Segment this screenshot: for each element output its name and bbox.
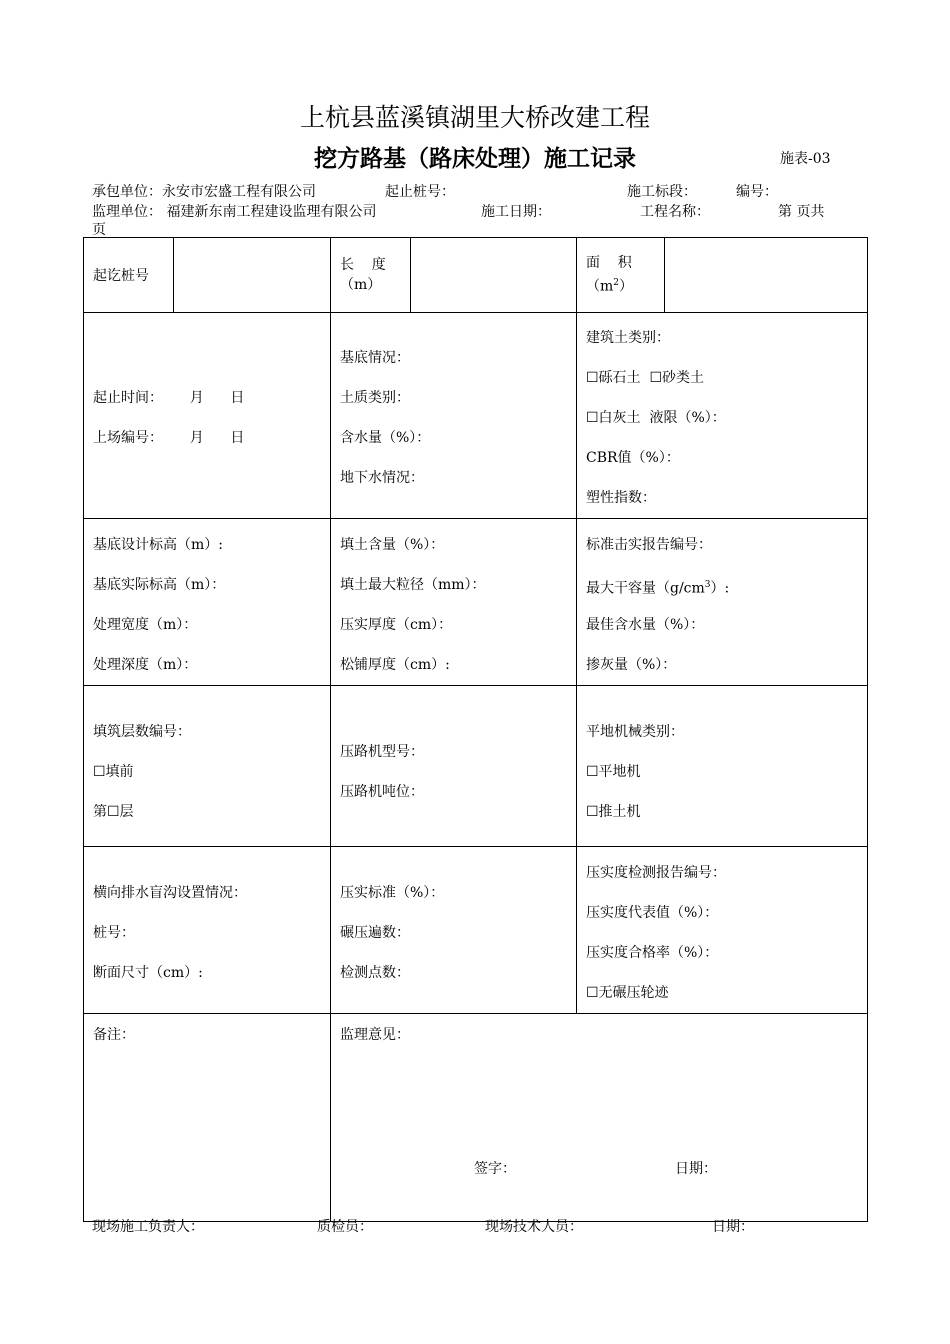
inspector-field: 质检员：: [317, 1219, 373, 1235]
record-table: [83, 237, 868, 1222]
layer-number-label: 填筑层数编号：: [93, 724, 191, 740]
project-name-field: 工程名称：: [640, 204, 710, 220]
base-condition: 基底情况：: [340, 350, 410, 366]
opinion-cell[interactable]: [331, 1014, 868, 1222]
drainage-cell: [84, 847, 331, 1014]
table-row: [84, 847, 868, 1014]
compaction-test-cell: [577, 519, 868, 686]
compaction-report-cell: [577, 847, 868, 1014]
compaction-pass-rate: 压实度合格率（%）：: [586, 945, 719, 961]
compaction-representative: 压实度代表值（%）：: [586, 905, 719, 921]
station-value-cell: [174, 238, 331, 313]
soil-class-label: 建筑土类别：: [586, 330, 670, 346]
treatment-depth: 处理深度（m）：: [93, 657, 198, 673]
section-size: 断面尺寸（cm）:: [93, 965, 203, 981]
fill-content: 填土含量（%）：: [340, 537, 445, 553]
area-label-cell: [577, 238, 665, 313]
max-dry-density-close: ）:: [710, 580, 730, 597]
form-number: 施表-03: [780, 151, 831, 167]
supervisor-field: 监理单位： 福建新东南工程建设监理有限公司: [92, 204, 377, 220]
date-field: 施工日期：: [481, 204, 551, 220]
fill-cell: [331, 519, 577, 686]
max-particle-size: 填土最大粒径（mm）：: [340, 577, 486, 593]
cbr-value: CBR值（%）：: [586, 450, 680, 466]
table-row: [84, 686, 868, 847]
drainage-label: 横向排水盲沟设置情况：: [93, 885, 247, 901]
compaction-standard: 压实标准（%）：: [340, 885, 445, 901]
compacted-thickness: 压实厚度（cm）：: [340, 617, 453, 633]
area-unit-text: （m: [586, 278, 614, 295]
lime-liquid-limit[interactable]: ☐白灰土 液限（%）：: [586, 410, 726, 426]
remarks-cell[interactable]: [84, 1014, 331, 1222]
gravel-sand-options[interactable]: ☐砾石土 ☐砂类土: [586, 370, 705, 386]
roller-tonnage: 压路机吨位：: [340, 784, 424, 800]
station-range-field: 起止桩号：: [385, 184, 455, 200]
area-unit-close: ）: [619, 278, 634, 295]
signature-label: 签字：: [474, 1161, 516, 1177]
max-dry-density-text: 最大干容量（g/cm: [586, 580, 705, 597]
length-value-cell: [411, 238, 577, 313]
length-label-cell: [331, 238, 411, 313]
groundwater: 地下水情况：: [340, 470, 424, 486]
table-row: [84, 1014, 868, 1222]
standard-compaction-report: 标准击实报告编号：: [586, 537, 712, 553]
drainage-station: 桩号：: [93, 925, 135, 941]
optimum-moisture: 最佳含水量（%）：: [586, 617, 705, 633]
start-end-time: 起止时间： 月 日: [93, 390, 245, 406]
leveling-cell: [577, 686, 868, 847]
layer-cell: [84, 686, 331, 847]
roller-model: 压路机型号：: [340, 744, 424, 760]
area-unit-sup: 2: [613, 278, 620, 289]
page-tail: 页: [92, 222, 106, 238]
site-leader-field: 现场施工负责人：: [92, 1219, 204, 1235]
area-value-cell: [665, 238, 868, 313]
time-cell: [84, 313, 331, 519]
test-points: 检测点数：: [340, 965, 410, 981]
length-unit: （m）: [340, 277, 382, 293]
no-roller-marks-checkbox[interactable]: ☐无碾压轮迹: [586, 985, 669, 1001]
length-label: 长 度: [340, 257, 386, 273]
document-title: 上杭县蓝溪镇湖里大桥改建工程: [299, 103, 650, 132]
section-field: 施工标段：: [627, 184, 697, 200]
actual-elevation: 基底实际标高（m）：: [93, 577, 226, 593]
soil-class-cell: [577, 313, 868, 519]
loose-thickness: 松铺厚度（cm）:: [340, 657, 450, 673]
max-dry-density: [586, 565, 867, 605]
table-row: [84, 313, 868, 519]
compaction-cell: [331, 847, 577, 1014]
contractor-field: 承包单位：永安市宏盛工程有限公司: [92, 184, 316, 200]
before-fill-checkbox[interactable]: ☐填前: [93, 764, 134, 780]
soil-type: 土质类别：: [340, 390, 410, 406]
footer-date-field: 日期：: [712, 1219, 754, 1235]
plasticity-index: 塑性指数：: [586, 490, 656, 506]
design-elevation: 基底设计标高（m）:: [93, 537, 223, 553]
number-field: 编号：: [736, 184, 778, 200]
rolling-passes: 碾压遍数：: [340, 925, 410, 941]
roller-cell: [331, 686, 577, 847]
base-condition-cell: [331, 313, 577, 519]
technician-field: 现场技术人员：: [485, 1219, 583, 1235]
entry-number: 上场编号： 月 日: [93, 430, 245, 446]
treatment-width: 处理宽度（m）：: [93, 617, 198, 633]
grader-checkbox[interactable]: ☐平地机: [586, 764, 641, 780]
supervision-opinion-label: 监理意见：: [340, 1027, 410, 1043]
max-dry-density-sup: 3: [704, 580, 711, 590]
compaction-report-number: 压实度检测报告编号：: [586, 865, 726, 881]
lime-dosage: 掺灰量（%）：: [586, 657, 677, 673]
area-label: 面 积: [586, 255, 632, 272]
table-row: [84, 238, 868, 313]
bulldozer-checkbox[interactable]: ☐推土机: [586, 804, 641, 820]
moisture-content: 含水量（%）：: [340, 430, 431, 446]
area-unit: [586, 273, 664, 297]
form-subtitle: 挖方路基（路床处理）施工记录: [314, 146, 636, 172]
station-label: 起讫桩号: [84, 238, 174, 313]
page-of-field: 第 页共: [778, 204, 825, 220]
opinion-date-label: 日期：: [675, 1161, 717, 1177]
remarks-label: 备注：: [93, 1027, 135, 1043]
table-row: [84, 519, 868, 686]
layer-checkbox[interactable]: 第☐层: [93, 804, 134, 820]
elevation-cell: [84, 519, 331, 686]
leveling-machine-label: 平地机械类别：: [586, 724, 684, 740]
